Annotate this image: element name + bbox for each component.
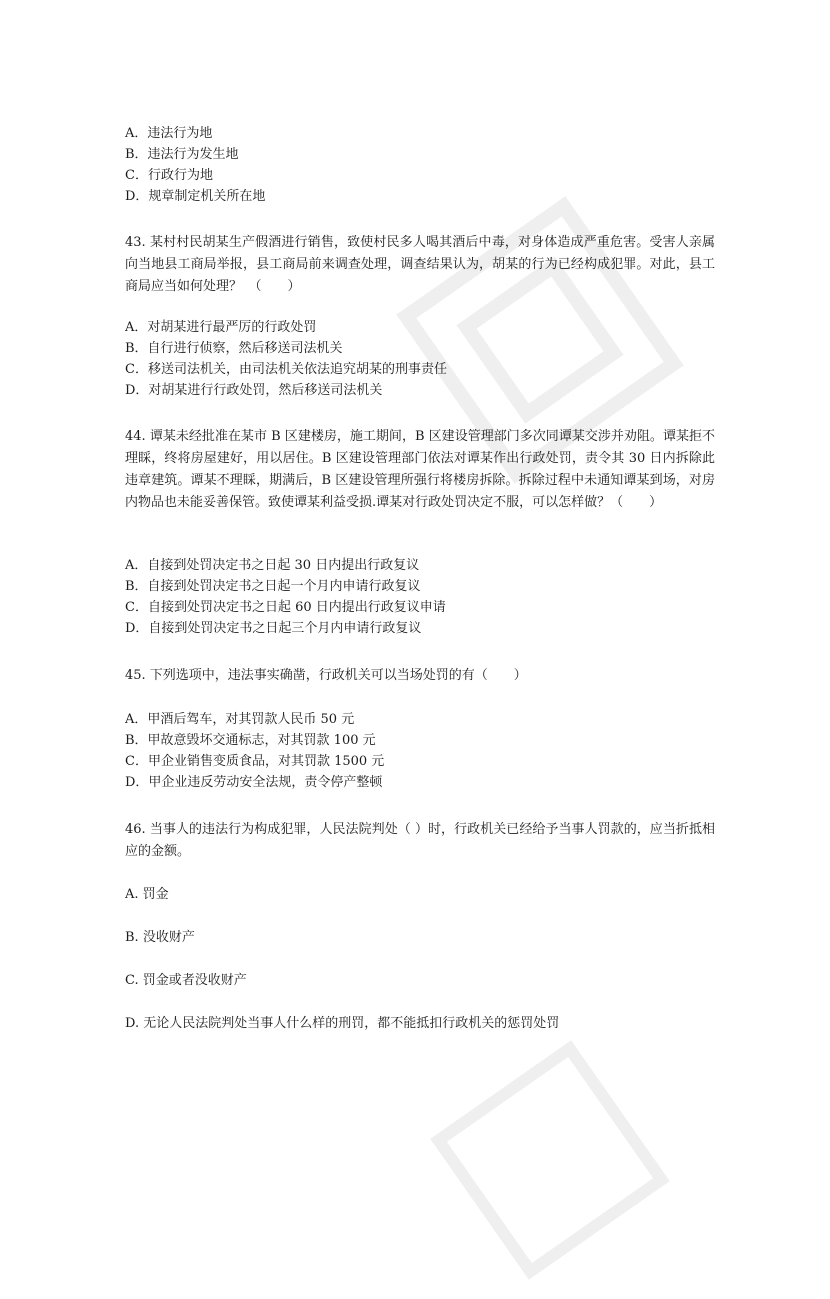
option-b: B．违法行为发生地 [125,147,239,162]
option-d: D．甲企业违反劳动安全法规，责令停产整顿 [125,775,383,790]
option-b: B．自接到处罚决定书之日起一个月内申请行政复议 [125,579,421,594]
question-46-text: 46. 当事人的违法行为构成犯罪，人民法院判处（ ）时，行政机关已经给予当事人罚款的，应当折抵相应的金额。 [125,822,715,859]
question-43-text: 43. 某村村民胡某生产假酒进行销售，致使村民多人喝其酒后中毒，对身体造成严重危害。受害人亲属向当地县工商局举报，县工商局前来调查处理，调查结果认为，胡某的行为已经构成犯罪。对此，县工商局应当如何处理？ （ ） [125,235,715,294]
option-c: C．甲企业销售变质食品，对其罚款 1500 元 [125,754,385,769]
option-c: C．自接到处罚决定书之日起 60 日内提出行政复议申请 [125,600,446,615]
question-44-options [125,555,715,639]
question-42-options [125,123,715,207]
option-d: D．规章制定机关所在地 [125,189,266,204]
option-a: A．甲酒后驾车，对其罚款人民币 50 元 [125,712,355,727]
question-44-text: 44. 谭某未经批准在某市 B 区建楼房，施工期间，B 区建设管理部门多次同谭某交涉并劝阻。谭某拒不理睬，终将房屋建好，用以居住。B 区建设管理部门依法对谭某作出行政处罚，责令其 30 日内拆除此违章建筑。谭某不理睬，期满后，B 区建设管理所强行将楼房拆除。拆除过程中未通知谭某到场，对房内物品也未能妥善保管。致使谭某利益受损.谭某对行政处罚决定不服，可以怎样做？（ ） [125,429,715,510]
option-a: A．自接到处罚决定书之日起 30 日内提出行政复议 [125,558,420,573]
option-d: D. 无论人民法院判处当事人什么样的刑罚，都不能抵扣行政机关的惩罚处罚 [125,1016,560,1031]
question-45-text: 45. 下列选项中，违法事实确凿，行政机关可以当场处罚的有（ ） [125,668,527,683]
option-a: A．违法行为地 [125,126,213,141]
option-c: C. 罚金或者没收财产 [125,973,247,988]
option-d: D．自接到处罚决定书之日起三个月内申请行政复议 [125,621,422,636]
option-c: C．行政行为地 [125,168,213,183]
question-43-options [125,317,715,401]
option-b: B．甲故意毁坏交通标志，对其罚款 100 元 [125,733,376,748]
option-a: A．对胡某进行最严厉的行政处罚 [125,320,317,335]
option-d: D．对胡某进行行政处罚，然后移送司法机关 [125,383,383,398]
option-c: C．移送司法机关，由司法机关依法追究胡某的刑事责任 [125,362,447,377]
option-b: B．自行进行侦察，然后移送司法机关 [125,341,343,356]
option-b: B. 没收财产 [125,930,195,945]
option-a: A. 罚金 [125,887,169,902]
watermark-logo-icon [411,1021,690,1299]
question-45-options [125,709,715,793]
